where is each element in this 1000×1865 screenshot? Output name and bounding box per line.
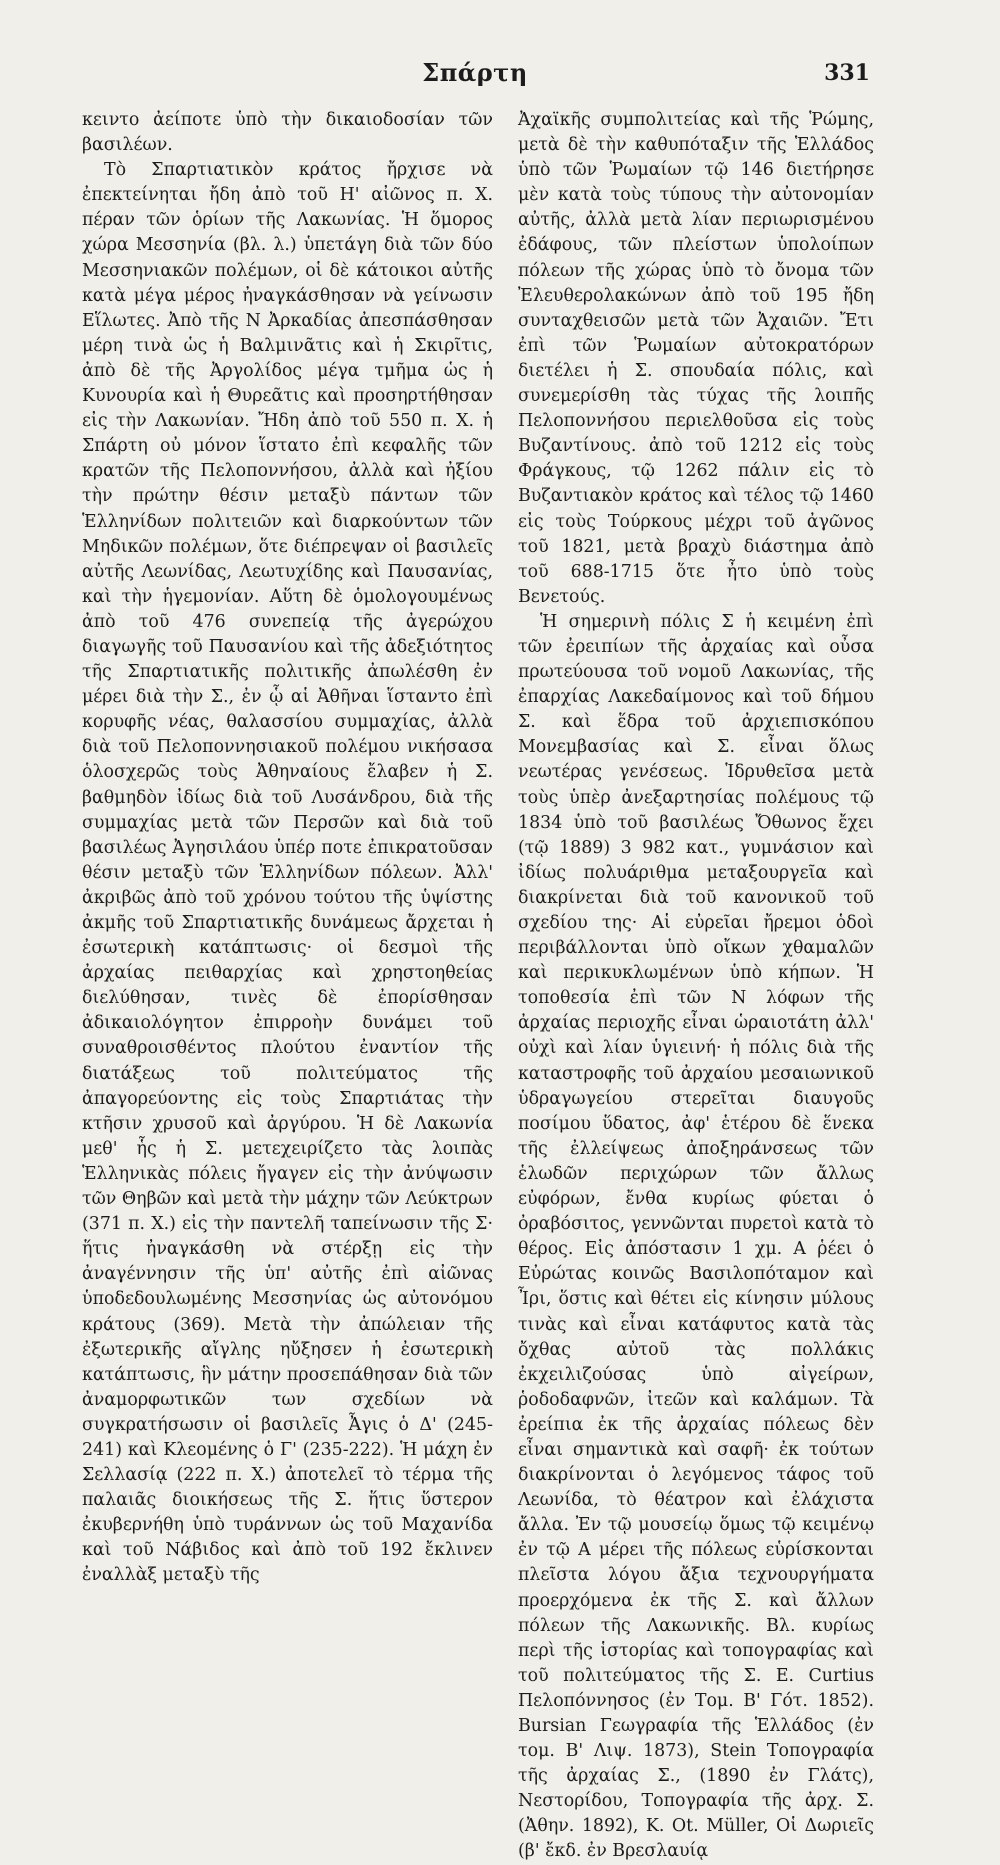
paragraph: κειντο ἀείποτε ὑπὸ τὴν δικαιοδοσίαν τῶν βασιλέων. bbox=[82, 110, 493, 156]
page-number: 331 bbox=[824, 60, 870, 86]
running-title: Σπάρτη bbox=[422, 58, 528, 87]
right-column bbox=[518, 108, 874, 1862]
page-header bbox=[80, 58, 870, 92]
left-column bbox=[82, 108, 493, 1586]
paragraph: Ἡ σημερινὴ πόλις Σ ἡ κειμένη ἐπὶ τῶν ἐρειπίων τῆς ἀρχαίας καὶ οὖσα πρωτεύουσα τοῦ νομοῦ Λακωνίας, τῆς ἐπαρχίας Λακεδαίμονος καὶ τοῦ δήμου Σ. καὶ ἕδρα τοῦ ἀρχιεπισκόπου Μονεμβασίας καὶ Σ. εἶναι ὅλως νεωτέρας γενέσεως. Ἱδρυθεῖσα μετὰ τοὺς ὑπὲρ ἀνεξαρτησίας πολέμους τῷ 1834 ὑπὸ τοῦ βασιλέως Ὄθωνος ἔχει (τῷ 1889) 3 982 κατ., γυμνάσιον καὶ ἰδίως πολυάριθμα μεταξουργεῖα καὶ διακρίνεται διὰ τοῦ κανονικοῦ τοῦ σχεδίου της· Αἱ εὐρεῖαι ἤρεμοι ὁδοὶ περιβάλλονται ὑπὸ οἴκων χθαμαλῶν καὶ περικυκλωμένων ὑπὸ κήπων. Ἡ τοποθεσία ἐπὶ τῶν Ν λόφων τῆς ἀρχαίας περιοχῆς εἶναι ὡραιοτάτη ἀλλ' οὐχὶ καὶ λίαν ὑγιεινή· ἡ πόλις διὰ τῆς καταστροφῆς τοῦ ἀρχαίου μεσαιωνικοῦ ὑδραγωγείου στερεῖται διαυγοῦς ποσίμου ὕδατος, ἀφ' ἑτέρου δὲ ἕνεκα τῆς ἐλλείψεως ἀποξηράνσεως τῶν ἑλωδῶν περιχώρων τῶν ἄλλως εὐφόρων, ἔνθα κυρίως φύεται ὁ ὀραβόσιτος, γεννῶνται πυρετοὶ κατὰ τὸ θέρος. Εἰς ἀπόστασιν 1 χμ. Α ῥέει ὁ Εὐρώτας κοινῶς Βασιλοπόταμον καὶ Ἶρι, ὅστις καὶ θέτει εἰς κίνησιν μύλους τινὰς καὶ εἶναι κατάφυτος κατὰ τὰς ὄχθας αὐτοῦ τὰς πολλάκις ἐκχειλιζούσας ὑπὸ αἰγείρων, ῥοδοδαφνῶν, ἰτεῶν καὶ καλάμων. Τὰ ἐρείπια ἐκ τῆς ἀρχαίας πόλεως δὲν εἶναι σημαντικὰ καὶ σαφῆ· ἐκ τούτων διακρίνονται ὁ λεγόμενος τάφος τοῦ Λεωνίδα, τὸ θέατρον καὶ ἐλάχιστα ἄλλα. Ἐν τῷ μουσείῳ ὅμως τῷ κειμένῳ ἐν τῷ Α μέρει τῆς πόλεως εὑρίσκονται πλεῖστα λόγου ἄξια τεχνουργήματα προερχόμενα ἐκ τῆς Σ. καὶ ἄλλων πόλεων τῆς Λακωνικῆς. Βλ. κυρίως περὶ τῆς ἱστορίας καὶ τοπογραφίας καὶ τοῦ πολιτεύματος τῆς Σ. E. Curtius Πελοπόννησος (ἐν Τομ. Β' Γότ. 1852). Bursian Γεωγραφία τῆς Ἑλλάδος (ἐν τομ. Β' Λιψ. 1873), Stein Τοπογραφία τῆς ἀρχαίας Σ., (1890 ἐν Γλάτς), Νεστορίδου, Τοπογραφία τῆς ἀρχ. Σ. (Ἀθην. 1892), K. Ot. Müller, Οἱ Δωριεῖς (β' ἔκδ. ἐν Βρεσλαυίᾳ bbox=[518, 611, 874, 1862]
paragraph: Ἀχαϊκῆς συμπολιτείας καὶ τῆς Ῥώμης, μετὰ δὲ τὴν καθυπόταξιν τῆς Ἑλλάδος ὑπὸ τῶν Ῥωμαίων τῷ 146 διετήρησε μὲν κατὰ τοὺς τύπους τὴν αὐτονομίαν αὐτῆς, ἀλλὰ μετὰ λίαν περιωρισμένου ἐδάφους, τῶν πλείστων ὑπολοίπων πόλεων τῆς χώρας ὑπὸ τὸ ὄνομα τῶν Ἐλευθερολακώνων ἀπὸ τοῦ 195 ἤδη συνταχθεισῶν μετὰ τῶν Ἀχαιῶν. Ἔτι ἐπὶ τῶν Ῥωμαίων αὐτοκρατόρων διετέλει ἡ Σ. σπουδαία πόλις, καὶ συνεμερίσθη τὰς τύχας τῆς λοιπῆς Πελοποννήσου περιελθοῦσα εἰς τοὺς Βυζαντίνους. ἀπὸ τοῦ 1212 εἰς τοὺς Φράγκους, τῷ 1262 πάλιν εἰς τὸ Βυζαντιακὸν κράτος καὶ τέλος τῷ 1460 εἰς τοὺς Τούρκους μέχρι τοῦ ἀγῶνος τοῦ 1821, μετὰ βραχὺ διάστημα ἀπὸ τοῦ 688-1715 ὅτε ἦτο ὑπὸ τοὺς Βενετούς. bbox=[518, 110, 874, 607]
paragraph: Τὸ Σπαρτιατικὸν κράτος ἤρχισε νὰ ἐπεκτείνηται ἤδη ἀπὸ τοῦ Η' αἰῶνος π. Χ. πέραν τῶν ὁρίων τῆς Λακωνίας. Ἡ ὅμορος χώρα Μεσσηνία (βλ. λ.) ὑπετάγη διὰ τῶν δύο Μεσσηνιακῶν πολέμων, οἱ δὲ κάτοικοι αὐτῆς κατὰ μέγα μέρος ἠναγκάσθησαν νὰ γείνωσιν Εἵλωτες. Ἀπὸ τῆς Ν Ἀρκαδίας ἀπεσπάσθησαν μέρη τινὰ ὡς ἡ Βαλμινᾶτις καὶ ἡ Σκιρῖτις, ἀπὸ δὲ τῆς Ἀργολίδος μέγα τμῆμα ὡς ἡ Κυνουρία καὶ ἡ Θυρεᾶτις καὶ προσηρτήθησαν εἰς τὴν Λακωνίαν. Ἤδη ἀπὸ τοῦ 550 π. Χ. ἡ Σπάρτη οὐ μόνον ἵστατο ἐπὶ κεφαλῆς τῶν κρατῶν τῆς Πελοποννήσου, ἀλλὰ καὶ ἠξίου τὴν πρώτην θέσιν μεταξὺ πάντων τῶν Ἑλληνίδων πολιτειῶν καὶ διαρκούντων τῶν Μηδικῶν πολέμων, ὅτε διέπρεψαν οἱ βασιλεῖς αὐτῆς Λεωνίδας, Λεωτυχίδης καὶ Παυσανίας, καὶ τὴν ἡγεμονίαν. Αὕτη δὲ ὁμολογουμένως ἀπὸ τοῦ 476 συνεπείᾳ τῆς ἀγερώχου διαγωγῆς τοῦ Παυσανίου καὶ τῆς ἀδεξιότητος τῆς Σπαρτιατικῆς πολιτικῆς ἀπωλέσθη ἐν μέρει διὰ τὴν Σ., ἐν ᾧ αἱ Ἀθῆναι ἵσταντο ἐπὶ κορυφῆς νέας, θαλασσίου συμμαχίας, ἀλλὰ διὰ τοῦ Πελοποννησιακοῦ πολέμου νικήσασα ὁλοσχερῶς τοὺς Ἀθηναίους ἔλαβεν ἡ Σ. βαθμηδὸν ἰδίως διὰ τοῦ Λυσάνδρου, διὰ τῆς συμμαχίας μετὰ τῶν Περσῶν καὶ διὰ τοῦ βασιλέως Ἀγησιλάου ὑπέρ ποτε ἐπικρατοῦσαν θέσιν μεταξὺ τῶν Ἑλληνίδων πόλεων. Ἀλλ' ἀκριβῶς ἀπὸ τοῦ χρόνου τούτου τῆς ὑψίστης ἀκμῆς τοῦ Σπαρτιατικῆς δυνάμεως ἄρχεται ἡ ἐσωτερικὴ κατάπτωσις· οἱ δεσμοὶ τῆς ἀρχαίας πειθαρχίας καὶ χρηστοηθείας διελύθησαν, τινὲς δὲ ἐπορίσθησαν ἀδικαιολόγητον ἐπιρροὴν δυνάμει τοῦ συναθροισθέντος πλούτου ἐναντίον τῆς διατάξεως τοῦ πολιτεύματος τῆς ἀπαγορεύοντης εἰς τοὺς Σπαρτιάτας τὴν κτῆσιν χρυσοῦ καὶ ἀργύρου. Ἡ δὲ Λακωνία μεθ' ἧς ἡ Σ. μετεχειρίζετο τὰς λοιπὰς Ἑλληνικὰς πόλεις ἤγαγεν εἰς τὴν ἀνύψωσιν τῶν Θηβῶν καὶ μετὰ τὴν μάχην τῶν Λεύκτρων (371 π. Χ.) εἰς τὴν παντελῆ ταπείνωσιν τῆς Σ· ἥτις ἠναγκάσθη νὰ στέρξῃ εἰς τὴν ἀναγέννησιν τῆς ὑπ' αὐτῆς ἐπὶ αἰῶνας ὑποδεδουλωμένης Μεσσηνίας ὡς αὐτονόμου κράτους (369). Μετὰ τὴν ἀπώλειαν τῆς ἐξωτερικῆς αἴγλης ηὔξησεν ἡ ἐσωτερικὴ κατάπτωσις, ἣν μάτην προσεπάθησαν διὰ τῶν ἀναμορφωτικῶν των σχεδίων νὰ συγκρατήσωσιν οἱ βασιλεῖς Ἆγις ὁ Δ' (245-241) καὶ Κλεομένης ὁ Γ' (235-222). Ἡ μάχη ἐν Σελλασίᾳ (222 π. Χ.) ἀποτελεῖ τὸ τέρμα τῆς παλαιᾶς διοικήσεως τῆς Σ. ἥτις ὕστερον ἐκυβερνήθη ὑπὸ τυράννων ὡς τοῦ Μαχανίδα καὶ τοῦ Νάβιδος καὶ ἀπὸ τοῦ 192 ἔκλινεν ἐναλλὰξ μεταξὺ τῆς bbox=[82, 160, 493, 1586]
